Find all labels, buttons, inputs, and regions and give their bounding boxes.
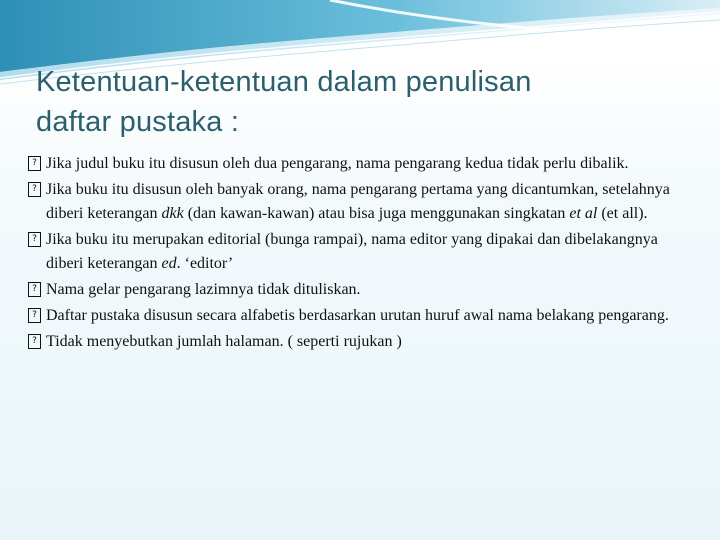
item-text: (dan kawan-kawan) atau bisa juga menggunakan singkatan [183,205,570,222]
list-item [28,304,698,328]
rules-list [28,152,698,356]
item-text: Nama gelar pengarang lazimnya tidak dituliskan. [46,281,361,298]
item-text: Jika judul buku itu disusun oleh dua pengarang, nama pengarang kedua tidak perlu dibalik. [46,155,629,172]
item-text: Tidak menyebutkan jumlah halaman. ( seperti rujukan ) [46,333,402,350]
missing-glyph-bullet-icon: ? [28,182,41,197]
missing-glyph-bullet-icon: ? [28,334,41,349]
title-line-2: daftar pustaka : [36,106,240,138]
item-text: . ‘editor’ [176,255,234,272]
list-item [28,228,698,276]
item-text: Daftar pustaka disusun secara alfabetis berdasarkan urutan huruf awal nama belakang pengarang. [46,307,669,324]
item-text: Jika buku itu disusun oleh banyak orang, nama pengarang pertama yang dicantumkan, setelahnya diberi keterangan [46,181,670,222]
italic-term: ed [161,255,177,272]
item-text: Jika buku itu merupakan editorial (bunga rampai), nama editor yang dipakai dan dibelakangnya diberi keterangan [46,231,658,272]
missing-glyph-bullet-icon: ? [28,308,41,323]
list-item [28,178,698,226]
list-item [28,330,698,354]
missing-glyph-bullet-icon: ? [28,282,41,297]
list-item [28,152,698,176]
slide-title [36,62,676,142]
missing-glyph-bullet-icon: ? [28,232,41,247]
title-line-1: Ketentuan-ketentuan dalam penulisan [36,66,532,98]
italic-term: et al [569,205,598,222]
list-item [28,278,698,302]
italic-term: dkk [161,205,184,222]
missing-glyph-bullet-icon: ? [28,156,41,171]
item-text: (et all). [597,205,648,222]
